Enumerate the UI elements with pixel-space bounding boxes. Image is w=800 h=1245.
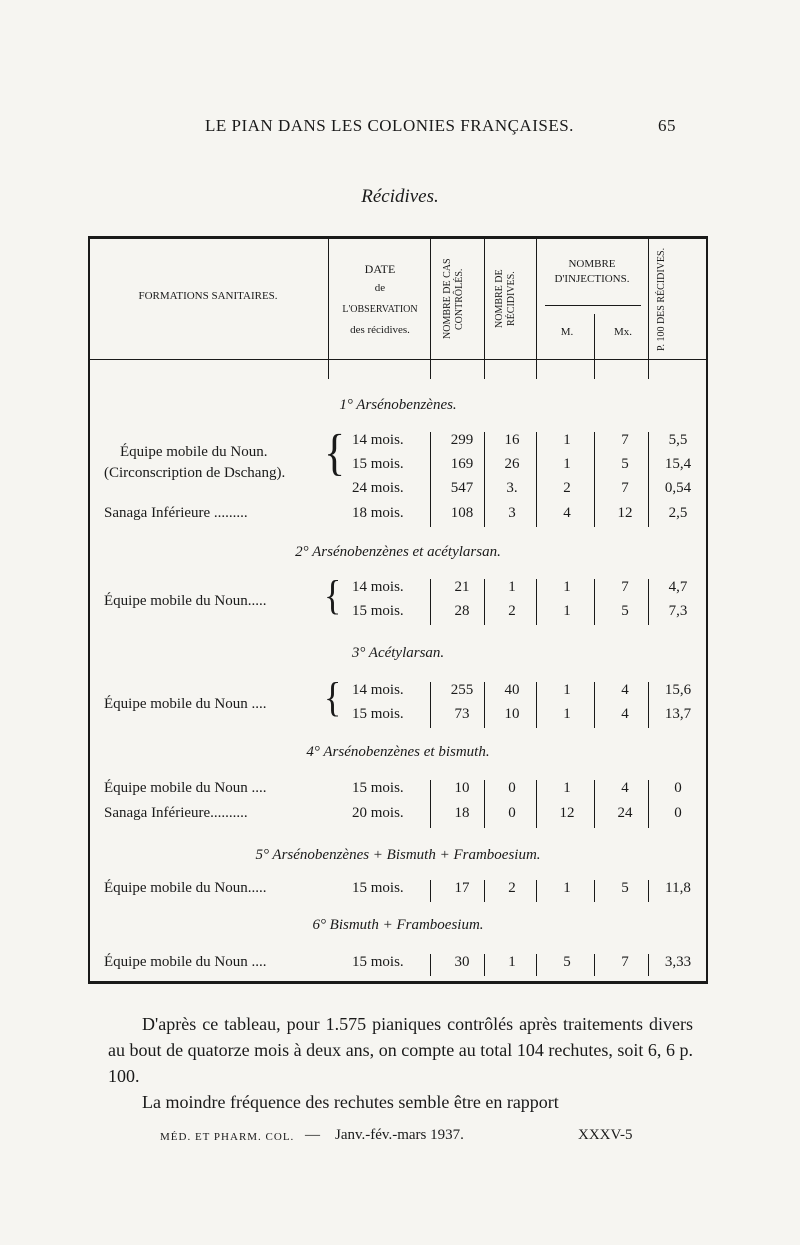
cell-mx: 7 [621,954,629,970]
body-paragraph: D'après ce tableau, pour 1.575 pianiques contrôlés après traitements divers au bout de quatorze mois à deux ans, on compte au total 104 rechutes, soit 6, 6 p. 100. [108,1014,693,1086]
cell-rec: 2 [508,880,516,896]
footer-date: Janv.-fév.-mars 1937. [335,1127,464,1143]
cell-date: 15 mois. [352,954,404,970]
table-row [90,579,706,603]
cell-date: 20 mois. [352,805,404,821]
cell-mx: 12 [617,505,633,521]
table-row [90,780,706,804]
cell-cas: 17 [454,880,470,896]
header-date-2: de [374,282,386,294]
table-row [90,456,706,480]
cell-date: 15 mois. [352,880,404,896]
footer-volume: XXXV-5 [578,1127,633,1143]
cell-p: 11,8 [665,880,691,896]
table-row [90,505,706,529]
body-paragraph: La moindre fréquence des rechutes semble être en rapport [142,1092,559,1112]
formation-name: Équipe mobile du Noun. [120,444,268,460]
cell-m: 1 [563,706,571,722]
group-title: 3° Acétylarsan. [351,645,445,661]
brace: { [324,424,346,481]
cell-cas: 18 [454,805,470,821]
cell-rec: 10 [504,706,520,722]
group-title: 2° Arsénobenzènes et acétylarsan. [295,544,501,560]
cell-date: 15 mois. [352,456,404,472]
cell-rec: 16 [504,432,520,448]
cell-m: 1 [563,682,571,698]
cell-date: 14 mois. [352,579,404,595]
header-formations: FORMATIONS SANITAIRES. [138,290,278,302]
header-recidives: NOMBRE DE RÉCIDIVES. [494,269,517,329]
cell-mx: 4 [621,780,629,796]
cell-date: 24 mois. [352,480,404,496]
cell-m: 1 [563,880,571,896]
cell-p: 0 [674,780,682,796]
cell-m: 5 [563,954,571,970]
cell-date: 18 mois. [352,505,404,521]
cell-cas: 21 [454,579,470,595]
cell-rec: 1 [508,579,516,595]
cell-p: 3,33 [664,954,692,970]
group-title: 4° Arsénobenzènes et bismuth. [306,744,490,760]
cell-mx: 7 [621,579,629,595]
cell-rec: 3 [508,505,516,521]
cell-date: 14 mois. [352,432,404,448]
cell-p: 7,3 [668,603,688,619]
cell-p: 4,7 [668,579,688,595]
header-mx: Mx. [613,326,633,338]
formation-name: Équipe mobile du Noun..... [104,593,267,609]
cell-p: 15,6 [664,682,692,698]
cell-m: 1 [563,456,571,472]
cell-form: Équipe mobile du Noun .... [104,780,267,796]
cell-m: 1 [563,603,571,619]
cell-date: 15 mois. [352,603,404,619]
cell-cas: 73 [454,706,470,722]
cell-p: 2,5 [668,505,688,521]
cell-cas: 108 [450,505,474,521]
cell-mx: 5 [621,456,629,472]
table-row [90,603,706,627]
cell-rec: 2 [508,603,516,619]
cell-cas: 10 [454,780,470,796]
cell-mx: 4 [621,682,629,698]
header-injections: NOMBRE D'INJECTIONS. [554,258,630,285]
cell-m: 4 [563,505,571,521]
cell-rec: 1 [508,954,516,970]
cell-p: 15,4 [664,456,692,472]
cell-date: 14 mois. [352,682,404,698]
formation-name: Équipe mobile du Noun .... [104,696,267,712]
cell-p: 0,54 [664,480,692,496]
footer-journal: MÉD. ET PHARM. COL. [160,1131,295,1143]
cell-mx: 5 [621,880,629,896]
cell-rec: 26 [504,456,520,472]
cell-p: 0 [674,805,682,821]
cell-cas: 299 [450,432,474,448]
formation-name: (Circonscription de Dschang). [104,465,286,481]
table-row [90,880,706,904]
cell-rec: 40 [504,682,520,698]
table-row [90,805,706,829]
cell-m: 2 [563,480,571,496]
header-p100: P. 100 DES RÉCIDIVES. [656,247,667,351]
cell-form: Équipe mobile du Noun .... [104,954,267,970]
cell-p: 5,5 [668,432,688,448]
cell-m: 1 [563,579,571,595]
group-title: 1° Arsénobenzènes. [339,397,457,413]
cell-cas: 169 [450,456,474,472]
cell-cas: 547 [450,480,474,496]
cell-m: 1 [563,780,571,796]
table-row [90,480,706,504]
cell-rec: 0 [508,805,516,821]
table-row [90,432,706,456]
footer-dash: — [305,1127,320,1143]
cell-date: 15 mois. [352,780,404,796]
cell-mx: 7 [621,480,629,496]
table-row [90,682,706,706]
header-date-1: DATE [364,262,396,276]
cell-p: 13,7 [664,706,692,722]
cell-m: 12 [559,805,575,821]
brace: { [324,674,342,720]
table-row [90,706,706,730]
cell-cas: 28 [454,603,470,619]
brace: { [324,572,342,618]
cell-m: 1 [563,432,571,448]
header-date-4: des récidives. [350,324,410,336]
cell-form: Sanaga Inférieure ......... [104,505,248,521]
cell-date: 15 mois. [352,706,404,722]
cell-mx: 4 [621,706,629,722]
cell-cas: 30 [454,954,470,970]
cell-mx: 24 [617,805,633,821]
page-number: 65 [658,116,676,135]
cell-form: Sanaga Inférieure.......... [104,805,248,821]
table-row [90,954,706,978]
group-title: 6° Bismuth + Framboesium. [312,917,484,933]
recidives-table [88,236,708,984]
group-title: 5° Arsénobenzènes + Bismuth + Framboesium. [255,847,541,863]
cell-form: Équipe mobile du Noun..... [104,880,267,896]
cell-mx: 7 [621,432,629,448]
running-head-title: LE PIAN DANS LES COLONIES FRANÇAISES. [205,116,574,135]
cell-cas: 255 [450,682,474,698]
header-m: M. [560,326,574,338]
cell-rec: 3. [506,480,518,496]
cell-mx: 5 [621,603,629,619]
header-cas: NOMBRE DE CAS CONTRÔLÉS. [442,258,465,340]
section-title: Récidives. [361,186,439,207]
header-date-3: L'OBSERVATION [342,304,418,315]
cell-rec: 0 [508,780,516,796]
